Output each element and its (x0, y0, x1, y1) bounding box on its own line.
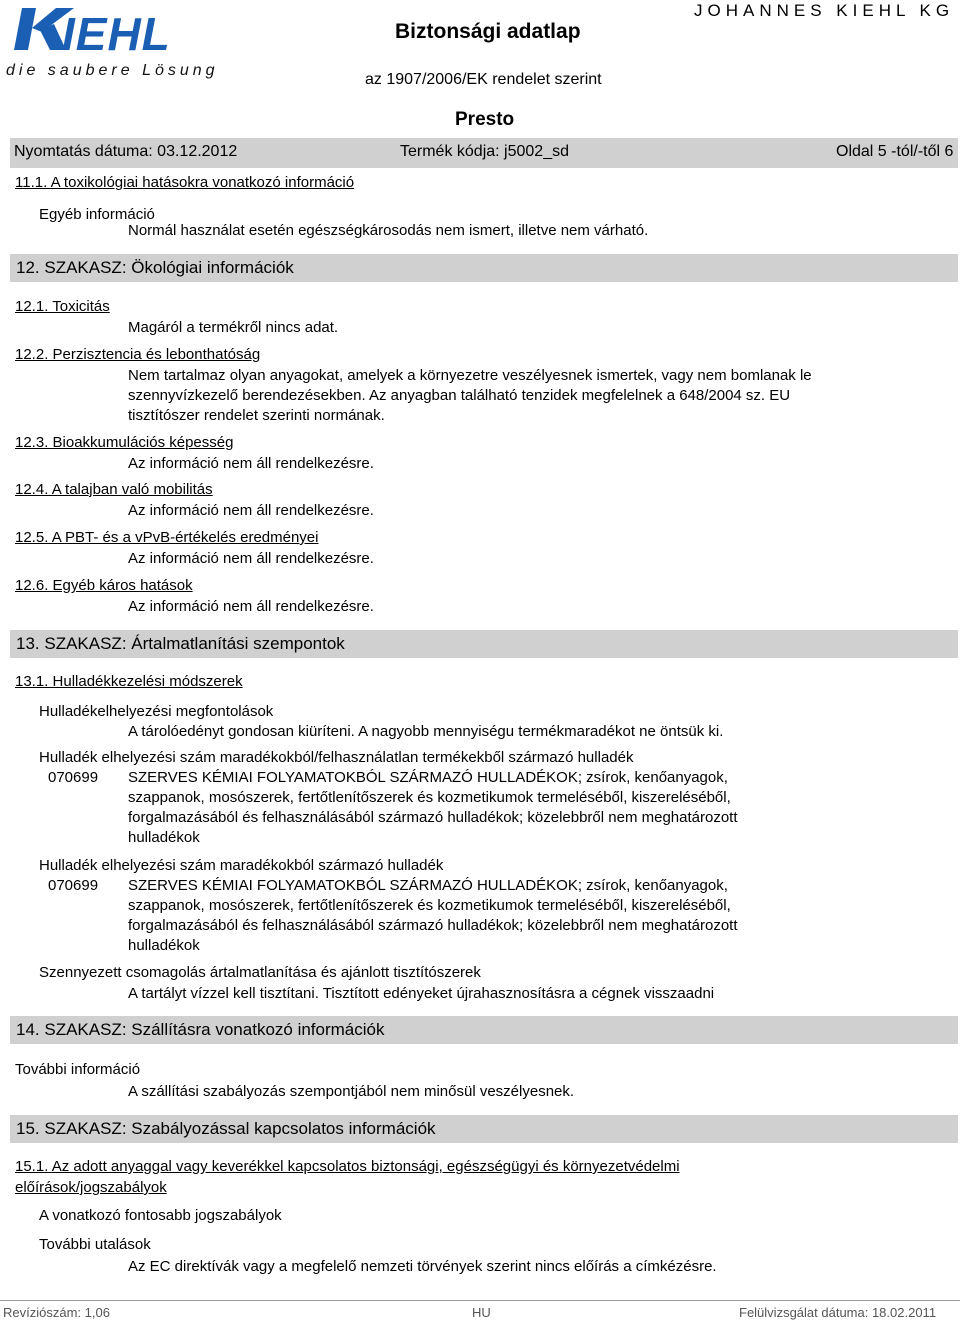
section-12-5-text: Az információ nem áll rendelkezésre. (128, 550, 374, 567)
section-12-heading: 12. SZAKASZ: Ökológiai információk (16, 258, 294, 277)
product-code: Termék kódja: j5002_sd (400, 143, 569, 160)
unused-waste-code: 070699 (48, 769, 99, 786)
section-12-2-heading: 12.2. Perzisztencia és lebonthatóság (15, 346, 261, 363)
section-12-2-line: szennyvízkezelő berendezésekben. Az anyagban található tenzidek megfelelnek a 648/2004 sz. EU (128, 387, 791, 404)
company-name: JOHANNES KIEHL KG (694, 1, 955, 20)
disposal-text: A tárolóedényt gondosan kiüríteni. A nagyobb mennyiségu termékmaradékot ne öntsük ki. (128, 723, 724, 740)
section-13-1-heading: 13.1. Hulladékkezelési módszerek (15, 673, 243, 690)
product-name: Presto (455, 109, 515, 130)
section-12-6-text: Az információ nem áll rendelkezésre. (128, 598, 374, 615)
transport-further-text: A szállítási szabályozás szempontjából nem minősül veszélyesnek. (128, 1083, 575, 1100)
review-date: Felülvizsgálat dátuma: 18.02.2011 (739, 1305, 937, 1320)
section-12-band (10, 254, 958, 282)
logo-tagline: die saubere Lösung (6, 62, 219, 79)
unused-waste-label: Hulladék elhelyezési szám maradékokból/felhasználatlan termékekből származó hulladék (39, 749, 634, 766)
unused-waste-line: szappanok, mosószerek, fertőtlenítőszerek és kozmetikumok termeléséből, kiszereléséből, (128, 789, 731, 806)
section-13-heading: 13. SZAKASZ: Ártalmatlanítási szempontok (16, 634, 345, 653)
section-13-band (10, 630, 958, 658)
section-15-band (10, 1115, 958, 1143)
section-15-heading: 15. SZAKASZ: Szabályozással kapcsolatos információk (16, 1119, 436, 1138)
residue-waste-line: hulladékok (128, 937, 200, 954)
section-12-3-text: Az információ nem áll rendelkezésre. (128, 455, 374, 472)
other-info-label: Egyéb információ (39, 206, 155, 223)
page-number: Oldal 5 -tól/-től 6 (836, 143, 954, 160)
language-code: HU (472, 1305, 491, 1320)
packaging-label: Szennyezett csomagolás ártalmatlanítása és ajánlott tisztítószerek (39, 964, 481, 981)
section-12-5-heading: 12.5. A PBT- és a vPvB-értékelés eredményei (15, 529, 319, 546)
unused-waste-line: hulladékok (128, 829, 200, 846)
section-15-1-heading-cont: előírások/jogszabályok (15, 1179, 167, 1196)
unused-waste-line: forgalmazásából és felhasználásából származó hulladékok; közelebbről nem meghatározott (128, 809, 738, 826)
print-date: Nyomtatás dátuma: 03.12.2012 (14, 143, 238, 160)
unused-waste-line: SZERVES KÉMIAI FOLYAMATOKBÓL SZÁRMAZÓ HULLADÉKOK; zsírok, kenőanyagok, (128, 769, 728, 786)
section-12-3-heading: 12.3. Bioakkumulációs képesség (15, 434, 234, 451)
relevant-laws-label: A vonatkozó fontosabb jogszabályok (39, 1207, 282, 1224)
section-12-4-heading: 12.4. A talajban való mobilitás (15, 481, 213, 498)
packaging-text: A tartályt vízzel kell tisztítani. Tisztított edényeket újrahasznosításra a cégnek visszaadni (128, 985, 715, 1002)
residue-waste-code: 070699 (48, 877, 99, 894)
section-12-1-heading: 12.1. Toxicitás (15, 298, 110, 315)
company-logo (4, 0, 234, 82)
footer-divider (0, 1300, 960, 1301)
residue-waste-line: SZERVES KÉMIAI FOLYAMATOKBÓL SZÁRMAZÓ HULLADÉKOK; zsírok, kenőanyagok, (128, 877, 728, 894)
disposal-label: Hulladékelhelyezési megfontolások (39, 703, 274, 720)
section-12-1-text: Magáról a termékről nincs adat. (128, 319, 339, 336)
section-14-heading: 14. SZAKASZ: Szállításra vonatkozó információk (16, 1020, 385, 1039)
further-notes-text: Az EC direktívák vagy a megfelelő nemzeti törvények szerint nincs előírás a címkézésre. (128, 1258, 717, 1275)
logo-graphic (4, 0, 234, 60)
section-12-2-line: tisztítószer rendelet szerinti normának. (128, 407, 385, 424)
section-12-6-heading: 12.6. Egyéb káros hatások (15, 577, 193, 594)
residue-waste-line: forgalmazásából és felhasználásából származó hulladékok; közelebbről nem meghatározott (128, 917, 738, 934)
section-12-2-line: Nem tartalmaz olyan anyagokat, amelyek a környezetre veszélyesnek ismertek, vagy nem bomlanak le (128, 367, 812, 384)
section-12-4-text: Az információ nem áll rendelkezésre. (128, 502, 374, 519)
svg-text:IEHL: IEHL (62, 8, 171, 60)
section-11-1-heading: 11.1. A toxikológiai hatásokra vonatkozó információ (15, 174, 355, 191)
revision-number: Revíziószám: 1,06 (3, 1305, 110, 1320)
further-notes-label: További utalások (39, 1236, 151, 1253)
other-info-text: Normál használat esetén egészségkárosodás nem ismert, illetve nem várható. (128, 222, 649, 239)
section-14-band (10, 1016, 958, 1044)
regulation-text: az 1907/2006/EK rendelet szerint (365, 71, 602, 88)
residue-waste-line: szappanok, mosószerek, fertőtlenítőszerek és kozmetikumok termeléséből, kiszereléséből, (128, 897, 731, 914)
header-info-bar (10, 138, 958, 168)
residue-waste-label: Hulladék elhelyezési szám maradékokból származó hulladék (39, 857, 444, 874)
section-15-1-heading: 15.1. Az adott anyaggal vagy keverékkel kapcsolatos biztonsági, egészségügyi és környezetvédelmi (15, 1158, 680, 1175)
transport-further-label: További információ (15, 1061, 141, 1078)
document-title: Biztonsági adatlap (395, 20, 581, 43)
